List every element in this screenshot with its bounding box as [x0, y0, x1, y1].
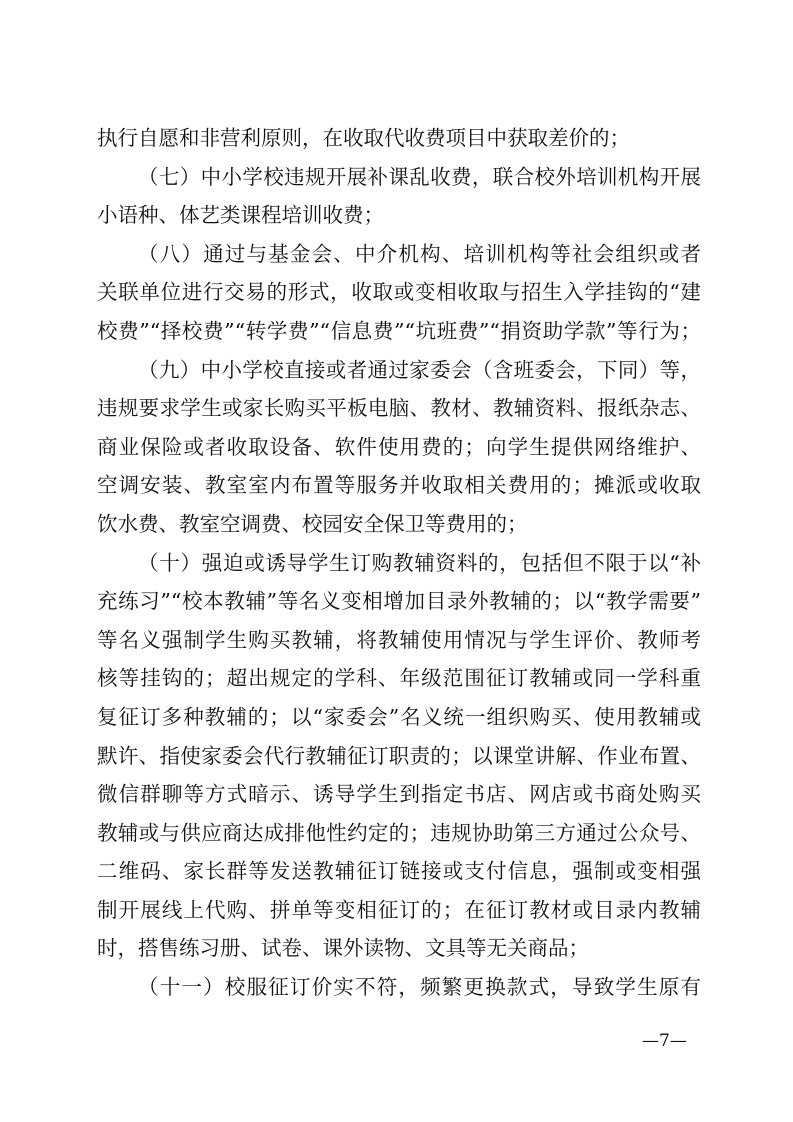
text-line-5: 关联单位进行交易的形式，收取或变相收取与招生入学挂钩的“建 — [97, 280, 701, 305]
text-line-10: 空调安装、教室室内布置等服务并收取相关费用的；摊派或收取 — [97, 473, 701, 498]
text-line-6: 校费”“择校费”“转学费”“信息费”“坑班费”“捐资助学款”等行为； — [97, 318, 701, 343]
text-line-11: 饮水费、教室空调费、校园安全保卫等费用的； — [97, 511, 528, 536]
text-line-17: 默许、指使家委会代行教辅征订职责的；以课堂讲解、作业布置、 — [97, 743, 701, 768]
text-line-8: 违规要求学生或家长购买平板电脑、教材、教辅资料、报纸杂志、 — [97, 396, 701, 421]
text-line-9: 商业保险或者收取设备、软件使用费的；向学生提供网络维护、 — [97, 434, 701, 459]
text-line-18: 微信群聊等方式暗示、诱导学生到指定书店、网店或书商处购买 — [97, 782, 701, 807]
text-line-19: 教辅或与供应商达成排他性约定的；违规协助第三方通过公众号、 — [97, 820, 701, 845]
text-line-7: （九）中小学校直接或者通过家委会（含班委会，下同）等， — [138, 357, 701, 382]
text-line-4: （八）通过与基金会、中介机构、培训机构等社会组织或者 — [138, 241, 701, 266]
text-line-2: （七）中小学校违规开展补课乱收费，联合校外培训机构开展 — [138, 164, 701, 189]
text-line-22: 时，搭售练习册、试卷、课外读物、文具等无关商品； — [97, 936, 589, 961]
page-number: —7— — [642, 1031, 687, 1051]
text-line-1: 执行自愿和非营利原则，在收取代收费项目中获取差价的； — [97, 126, 630, 150]
text-line-12: （十）强迫或诱导学生订购教辅资料的，包括但不限于以“补 — [138, 550, 701, 575]
document-body — [97, 119, 701, 1007]
text-line-14: 等名义强制学生购买教辅，将教辅使用情况与学生评价、教师考 — [97, 627, 701, 652]
text-line-20: 二维码、家长群等发送教辅征订链接或支付信息，强制或变相强 — [97, 859, 701, 884]
text-line-13: 充练习”“校本教辅”等名义变相增加目录外教辅的；以“教学需要” — [97, 589, 701, 614]
text-line-15: 核等挂钩的；超出规定的学科、年级范围征订教辅或同一学科重 — [97, 666, 701, 691]
text-line-3: 小语种、体艺类课程培训收费； — [97, 203, 384, 228]
text-line-21: 制开展线上代购、拼单等变相征订的；在征订教材或目录内教辅 — [97, 897, 701, 922]
text-line-16: 复征订多种教辅的；以“家委会”名义统一组织购买、使用教辅或 — [97, 704, 701, 729]
text-line-23: （十一）校服征订价实不符，频繁更换款式，导致学生原有 — [138, 975, 701, 1000]
